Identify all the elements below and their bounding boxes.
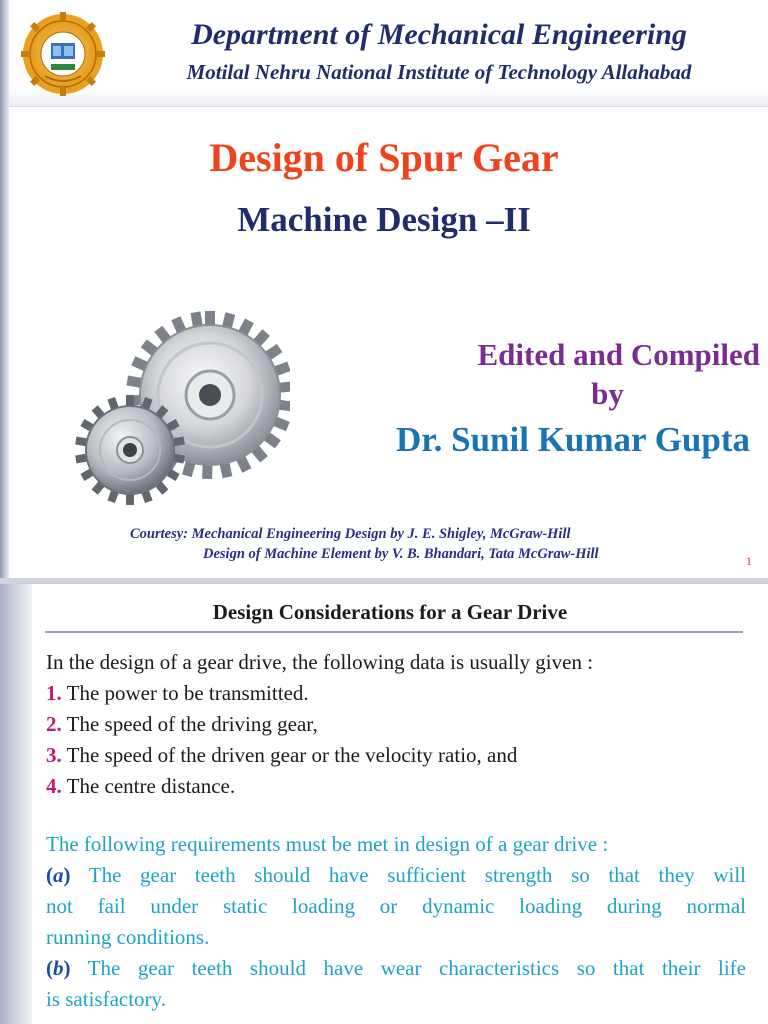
requirements-intro: The following requirements must be met in design of a gear drive : [46, 832, 609, 856]
requirement-line: not fail under static loading or dynamic loading during normal [46, 894, 746, 918]
item-text: The speed of the driven gear or the velocity ratio, and [61, 743, 518, 767]
author-name: Dr. Sunil Kumar Gupta [396, 420, 750, 459]
spur-gear-pair-image [70, 295, 290, 520]
requirement-label: (a) [46, 863, 71, 887]
courtesy-line-2: Design of Machine Element by V. B. Bhandari, Tata McGraw-Hill [203, 546, 599, 562]
heading-underline [45, 631, 743, 633]
page-number: 1 [746, 554, 752, 568]
requirement-line: (b) The gear teeth should have wear characteristics so that their life [46, 956, 746, 980]
slide-header [9, 0, 768, 107]
item-number: 4. [46, 774, 62, 798]
left-accent-strip [0, 0, 9, 578]
list-item [46, 712, 318, 737]
slide-title: Design of Spur Gear [209, 135, 559, 180]
item-number: 1. [46, 681, 62, 705]
institute-title: Motilal Nehru National Institute of Technology Allahabad [186, 60, 692, 84]
left-accent-strip [0, 584, 32, 1024]
by-line: by [591, 376, 624, 411]
requirement-label: (b) [46, 956, 71, 980]
list-item [46, 743, 517, 768]
given-data-intro: In the design of a gear drive, the following data is usually given : [46, 650, 594, 674]
item-number: 2. [46, 712, 62, 736]
courtesy-line-1: Courtesy: Mechanical Engineering Design by J. E. Shigley, McGraw-Hill [130, 526, 571, 542]
item-text: The power to be transmitted. [61, 681, 309, 705]
item-text: The centre distance. [61, 774, 236, 798]
content-slide [0, 584, 768, 1024]
item-number: 3. [46, 743, 62, 767]
slide-heading: Design Considerations for a Gear Drive [212, 600, 568, 624]
list-item [46, 681, 309, 706]
department-title: Department of Mechanical Engineering [191, 18, 687, 51]
course-subtitle: Machine Design –II [237, 200, 531, 239]
requirement-line: running conditions. [46, 925, 210, 949]
requirement-line: is satisfactory. [46, 987, 166, 1011]
list-item [46, 774, 235, 799]
requirement-line: (a) The gear teeth should have sufficient strength so that they will [46, 863, 746, 887]
item-text: The speed of the driving gear, [61, 712, 318, 736]
edited-compiled-line: Edited and Compiled [477, 337, 760, 372]
institute-seal-logo [21, 12, 105, 96]
